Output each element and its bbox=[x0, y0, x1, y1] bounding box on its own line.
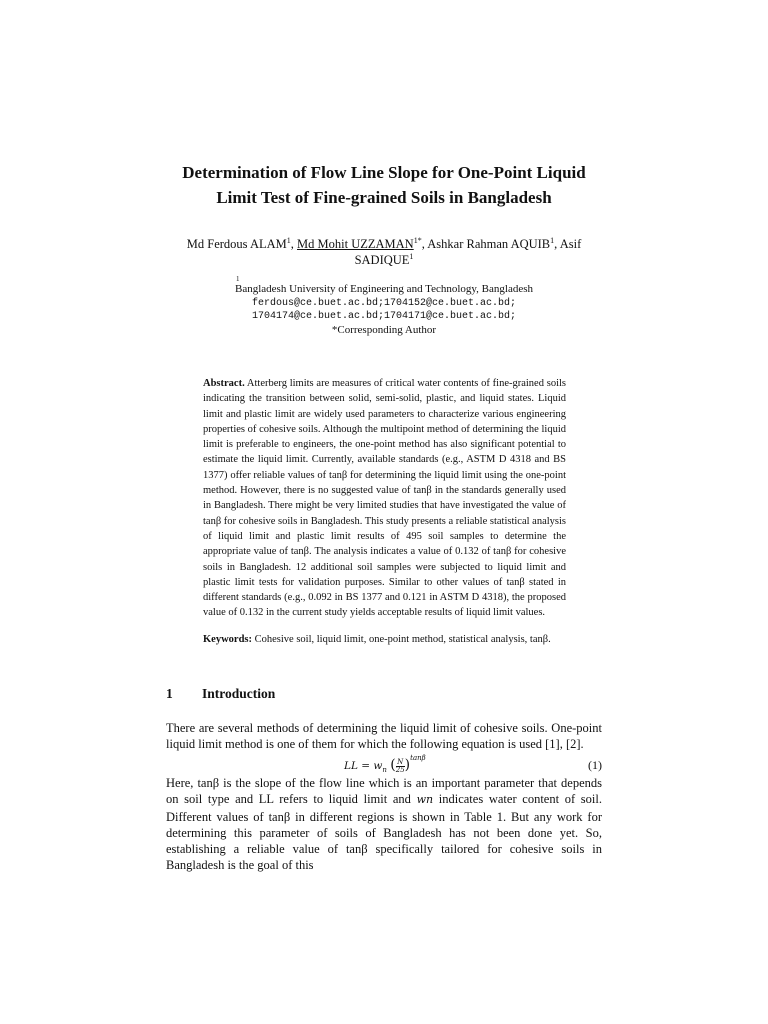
title-line-1: Determination of Flow Line Slope for One-Point Liquid bbox=[182, 163, 586, 182]
intro-p2-part-b: indicates water content of soil. Different values of tanβ in different regions is shown in Table 1. But any work for determining this parameter of soils of Bangladesh has not been done yet. So, establishing a reliable value of tanβ specifically tailored for cohesive soils in Bangladesh is the goal of this bbox=[166, 792, 602, 873]
section-number: 1 bbox=[166, 686, 173, 701]
author-3-affil: 1 bbox=[550, 235, 555, 245]
equation-1 bbox=[166, 752, 602, 776]
author-sep: , bbox=[290, 237, 298, 251]
paper-title bbox=[140, 160, 628, 210]
equation-exponent: tanβ bbox=[410, 754, 426, 762]
author-list bbox=[150, 236, 618, 268]
author-3: , Ashkar Rahman AQUIB bbox=[421, 237, 551, 251]
author-2-affil: 1 bbox=[413, 235, 418, 245]
affiliation-block bbox=[150, 276, 618, 337]
title-line-2: Limit Test of Fine-grained Soils in Bangladesh bbox=[216, 188, 552, 207]
water-content-symbol: wn bbox=[416, 793, 434, 807]
intro-paragraph-1: There are several methods of determining the liquid limit of cohesive soils. One-point liquid limit method is one of them for which the following equation is used [1], [2]. bbox=[166, 721, 602, 752]
equation-denominator: 25 bbox=[395, 765, 405, 774]
abstract bbox=[203, 376, 566, 621]
abstract-text: Atterberg limits are measures of critical water contents of fine-grained soils indicating the transition between solid, semi-solid, plastic, and liquid states. Liquid limit and plastic limit are widely used parameters to characterize various engineering properties of cohesive soils. Although the multipoint method of determining the liquid limit is preferable to engineers, the one-point method has also significant potential to estimate the liquid limit. Currently, available standards (e.g., ASTM D 4318 and BS 1377) offer reliable values of tanβ for determining the liquid limit using the one-point method. However, there is no suggested value of tanβ in the standards generally used in Bangladesh. There might be very limited studies that have investigated the value of tanβ for cohesive soils in Bangladesh. This study presents a reliable statistical analysis of liquid limit and plastic limit results of 495 soil samples to determine the appropriate value of tanβ. The analysis indicates a value of 0.132 of tanβ for cohesive soils in Bangladesh. 12 additional soil samples were subjected to liquid limit and plastic limit tests for validation purposes. Similar to other values of tanβ stated in different standards (e.g., 0.092 in BS 1377 and 0.121 in ASTM D 4318), the proposed value of 0.132 in the current study yields acceptable results of liquid limit values. bbox=[203, 378, 566, 619]
section-heading bbox=[166, 686, 275, 702]
author-1-affil: 1 bbox=[286, 235, 291, 245]
equation-fraction bbox=[396, 759, 405, 774]
author-1: Md Ferdous ALAM bbox=[186, 237, 287, 251]
corresponding-author-note: *Corresponding Author bbox=[331, 323, 437, 336]
author-sep: , Asif bbox=[554, 237, 582, 251]
keywords-label: Keywords: bbox=[203, 634, 252, 645]
author-4-affil: 1 bbox=[409, 251, 414, 261]
equation-formula: LL = $w_n$ ( $\frac{N}{25}$ )$^{tan\beta}$ bbox=[344, 754, 426, 775]
equation-lhs: LL = w bbox=[344, 760, 383, 772]
equation-number: (1) bbox=[588, 758, 602, 772]
equation-sub: n bbox=[382, 766, 387, 775]
equation-numerator: N bbox=[397, 757, 404, 766]
abstract-label: Abstract. bbox=[203, 378, 245, 389]
corresponding-mark: * bbox=[417, 235, 422, 245]
keywords bbox=[203, 632, 566, 647]
author-4: SADIQUE bbox=[354, 253, 410, 267]
email-line-2: 1704174@ce.buet.ac.bd;1704171@ce.buet.ac.bd; bbox=[251, 311, 517, 322]
keywords-text: Cohesive soil, liquid limit, one-point method, statistical analysis, tanβ. bbox=[252, 634, 551, 645]
section-title: Introduction bbox=[202, 686, 276, 701]
author-2: Md Mohit UZZAMAN bbox=[297, 237, 414, 251]
intro-paragraph-2 bbox=[166, 775, 602, 874]
affiliation-marker: 1 bbox=[236, 275, 240, 283]
email-line-1: ferdous@ce.buet.ac.bd;1704152@ce.buet.ac.bd; bbox=[251, 297, 517, 309]
institution: Bangladesh University of Engineering and Technology, Bangladesh bbox=[235, 283, 533, 295]
intro-p2-part-a: Here, tanβ is the slope of the flow line which is an important parameter that depends on soil type and LL refers to liquid limit and bbox=[166, 776, 602, 807]
